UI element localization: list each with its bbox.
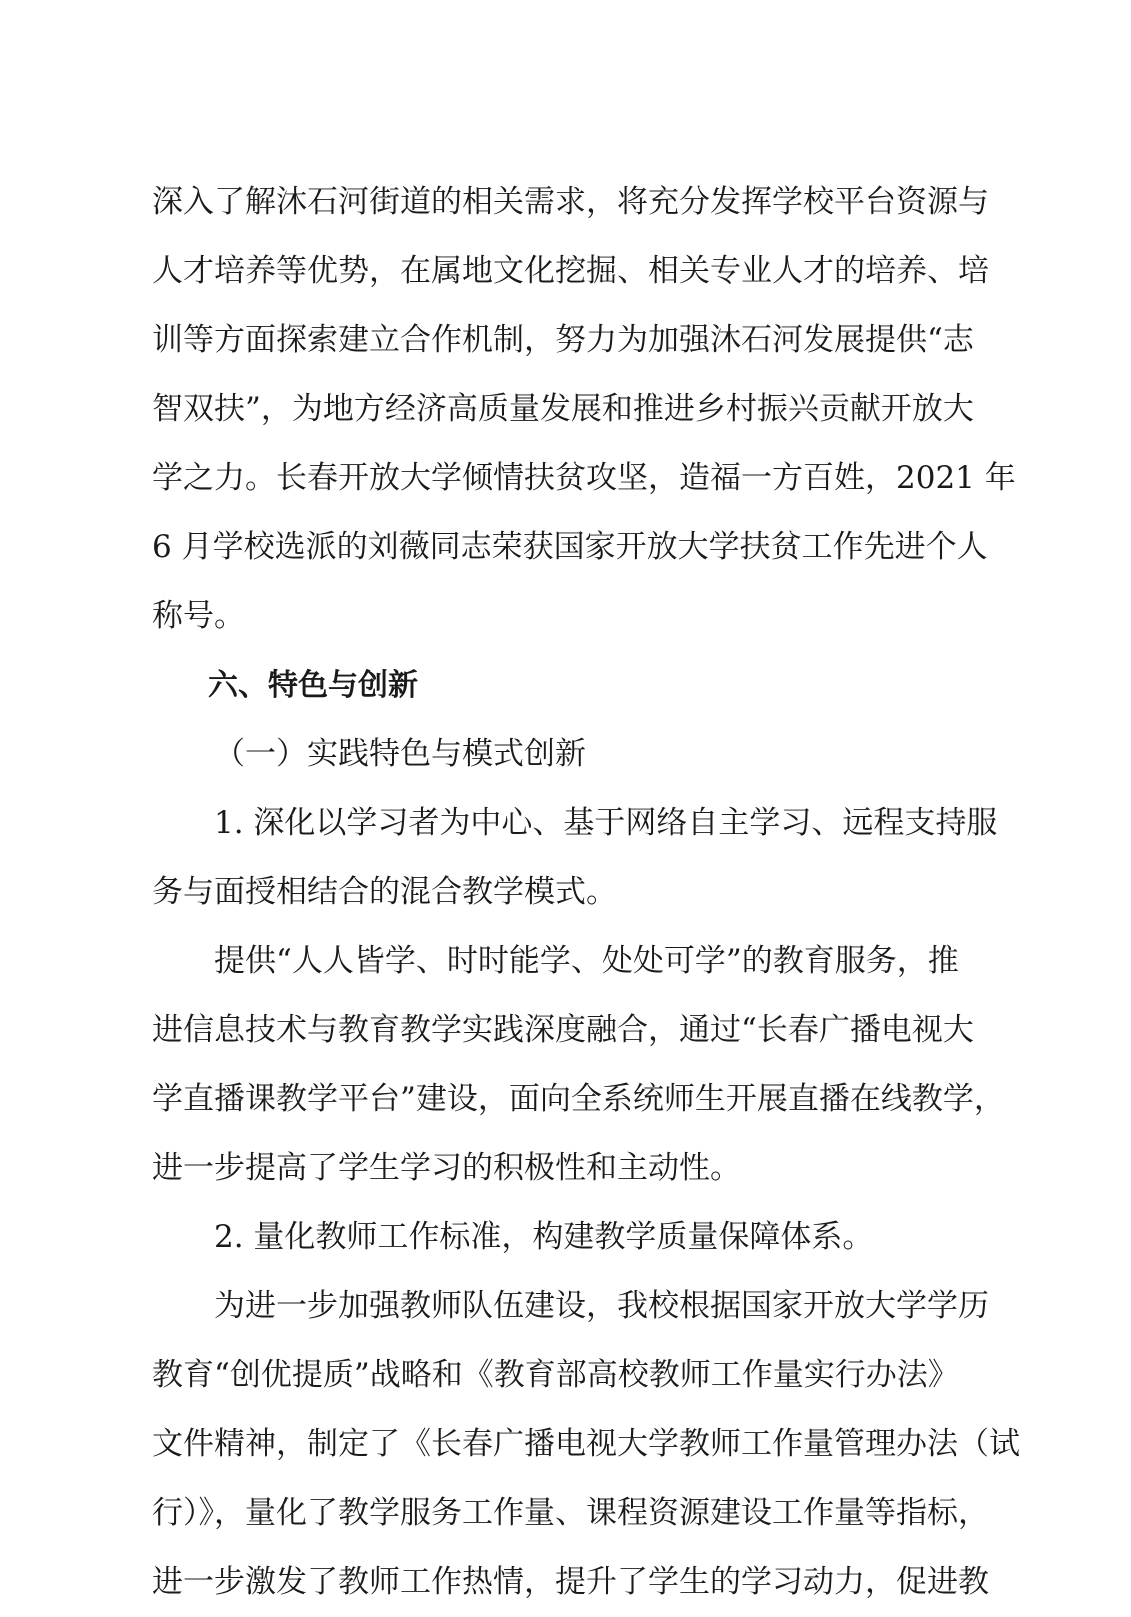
paragraph-line: 行）》，量化了教学服务工作量、课程资源建设工作量等指标， <box>152 1495 989 1531</box>
paragraph-line: 进一步提高了学生学习的积极性和主动性。 <box>152 1150 741 1186</box>
numbered-item-heading: 2. 量化教师工作标准，构建教学质量保障体系。 <box>214 1219 874 1255</box>
section-heading: 六、特色与创新 <box>208 668 418 703</box>
paragraph-line: 学直播课教学平台”建设，面向全系统师生开展直播在线教学， <box>152 1081 1005 1117</box>
paragraph-line: 训等方面探索建立合作机制，努力为加强沐石河发展提供“志 <box>152 322 974 358</box>
paragraph-line: 智双扶”，为地方经济高质量发展和推进乡村振兴贡献开放大 <box>152 391 974 427</box>
paragraph-line: 进信息技术与教育教学实践深度融合，通过“长春广播电视大 <box>152 1012 974 1048</box>
paragraph-line: 进一步激发了教师工作热情，提升了学生的学习动力，促进教 <box>152 1564 989 1600</box>
subsection-heading: （一）实践特色与模式创新 <box>214 736 586 772</box>
paragraph-line: 文件精神，制定了《长春广播电视大学教师工作量管理办法（试 <box>152 1426 1020 1462</box>
paragraph-line: 为进一步加强教师队伍建设，我校根据国家开放大学学历 <box>214 1288 989 1324</box>
paragraph-line: 学之力。长春开放大学倾情扶贫攻坚，造福一方百姓，2021 年 <box>152 460 1016 496</box>
paragraph-line: 称号。 <box>152 598 245 634</box>
paragraph-line: 深入了解沐石河街道的相关需求，将充分发挥学校平台资源与 <box>152 184 989 220</box>
document-body <box>152 168 1020 1617</box>
paragraph-line: 6 月学校选派的刘薇同志荣获国家开放大学扶贫工作先进个人 <box>152 529 988 565</box>
paragraph-line: 提供“人人皆学、时时能学、处处可学”的教育服务，推 <box>214 943 959 979</box>
paragraph-line: 人才培养等优势，在属地文化挖掘、相关专业人才的培养、培 <box>152 253 989 289</box>
paragraph-line: 教育“创优提质”战略和《教育部高校教师工作量实行办法》 <box>152 1357 959 1393</box>
paragraph-line: 务与面授相结合的混合教学模式。 <box>152 874 617 910</box>
numbered-item-heading: 1. 深化以学习者为中心、基于网络自主学习、远程支持服 <box>214 805 998 841</box>
